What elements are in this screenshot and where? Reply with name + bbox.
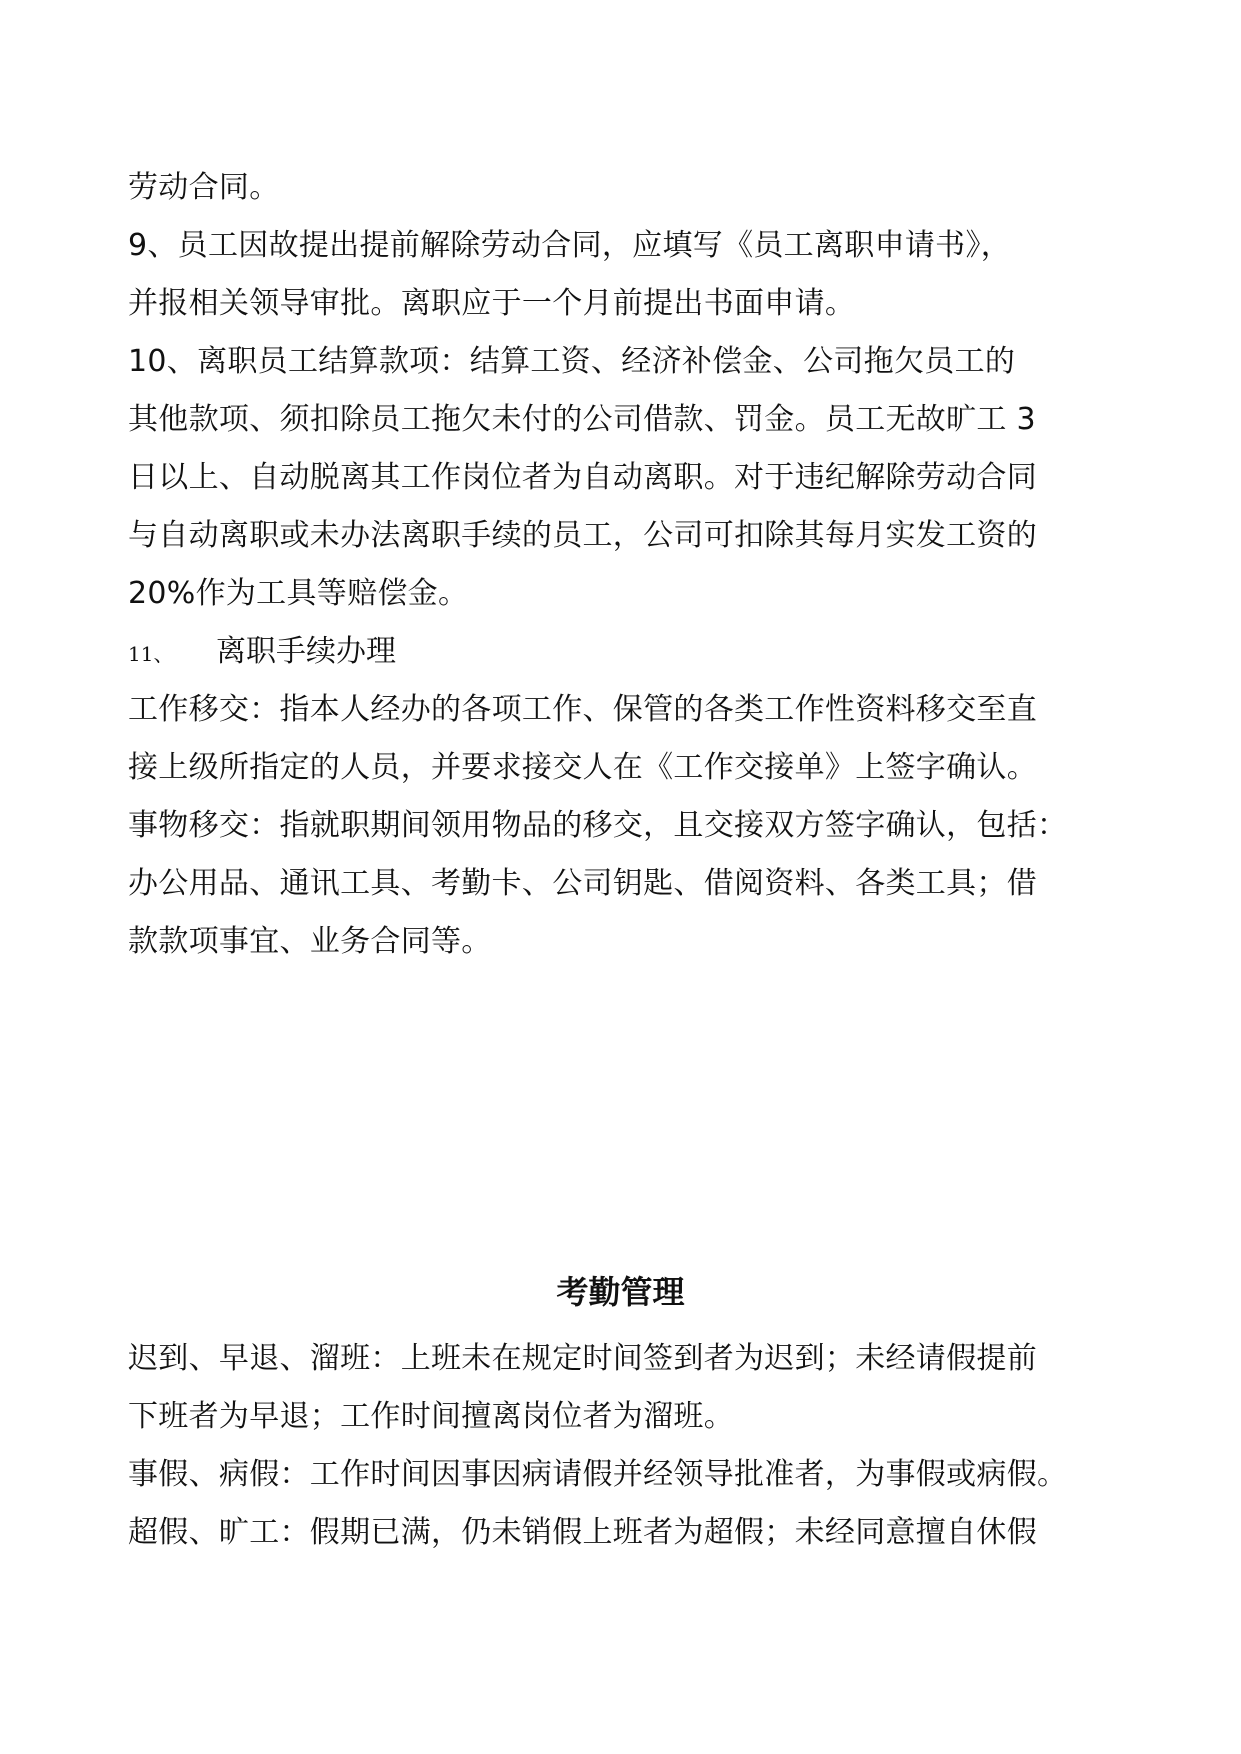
section-body: [128, 1330, 1118, 1562]
text-line: 接上级所指定的人员，并要求接交人在《工作交接单》上签字确认。: [128, 750, 1037, 785]
text-line: 迟到、早退、溜班：上班未在规定时间签到者为迟到；未经请假提前: [128, 1341, 1037, 1376]
text-line: 其他款项、须扣除员工拖欠未付的公司借款、罚金。员工无故旷工 3: [128, 402, 1036, 437]
text-line: 与自动离职或未办法离职手续的员工，公司可扣除其每月实发工资的: [128, 518, 1037, 553]
text-line: 事假、病假：工作时间因事因病请假并经领导批准者，为事假或病假。: [128, 1457, 1068, 1492]
text-line: 10、离职员工结算款项：结算工资、经济补偿金、公司拖欠员工的: [128, 344, 1016, 379]
text-line: 并报相关领导审批。离职应于一个月前提出书面申请。: [128, 286, 856, 321]
text-line: 工作移交：指本人经办的各项工作、保管的各类工作性资料移交至直: [128, 692, 1037, 727]
document-body: [128, 159, 1118, 971]
text-line: 下班者为早退；工作时间擅离岗位者为溜班。: [128, 1399, 734, 1434]
text-line: 日以上、自动脱离其工作岗位者为自动离职。对于违纪解除劳动合同: [128, 460, 1037, 495]
text-line: 9、员工因故提出提前解除劳动合同，应填写《员工离职申请书》，: [128, 228, 1012, 263]
text-line: 事物移交：指就职期间领用物品的移交，且交接双方签字确认，包括：: [128, 808, 1068, 843]
text-line: 劳动合同。: [128, 170, 280, 205]
item-11-text: 离职手续办理: [216, 634, 396, 669]
text-line: 超假、旷工：假期已满，仍未销假上班者为超假；未经同意擅自休假: [128, 1515, 1037, 1550]
section-title: 考勤管理: [556, 1273, 685, 1311]
text-line: 办公用品、通讯工具、考勤卡、公司钥匙、借阅资料、各类工具；借: [128, 866, 1037, 901]
text-line: 20%作为工具等赔偿金。: [128, 576, 469, 611]
text-line: 款款项事宜、业务合同等。: [128, 924, 492, 959]
item-11-number: 11、: [128, 642, 174, 666]
item-11-heading: [128, 623, 1118, 681]
